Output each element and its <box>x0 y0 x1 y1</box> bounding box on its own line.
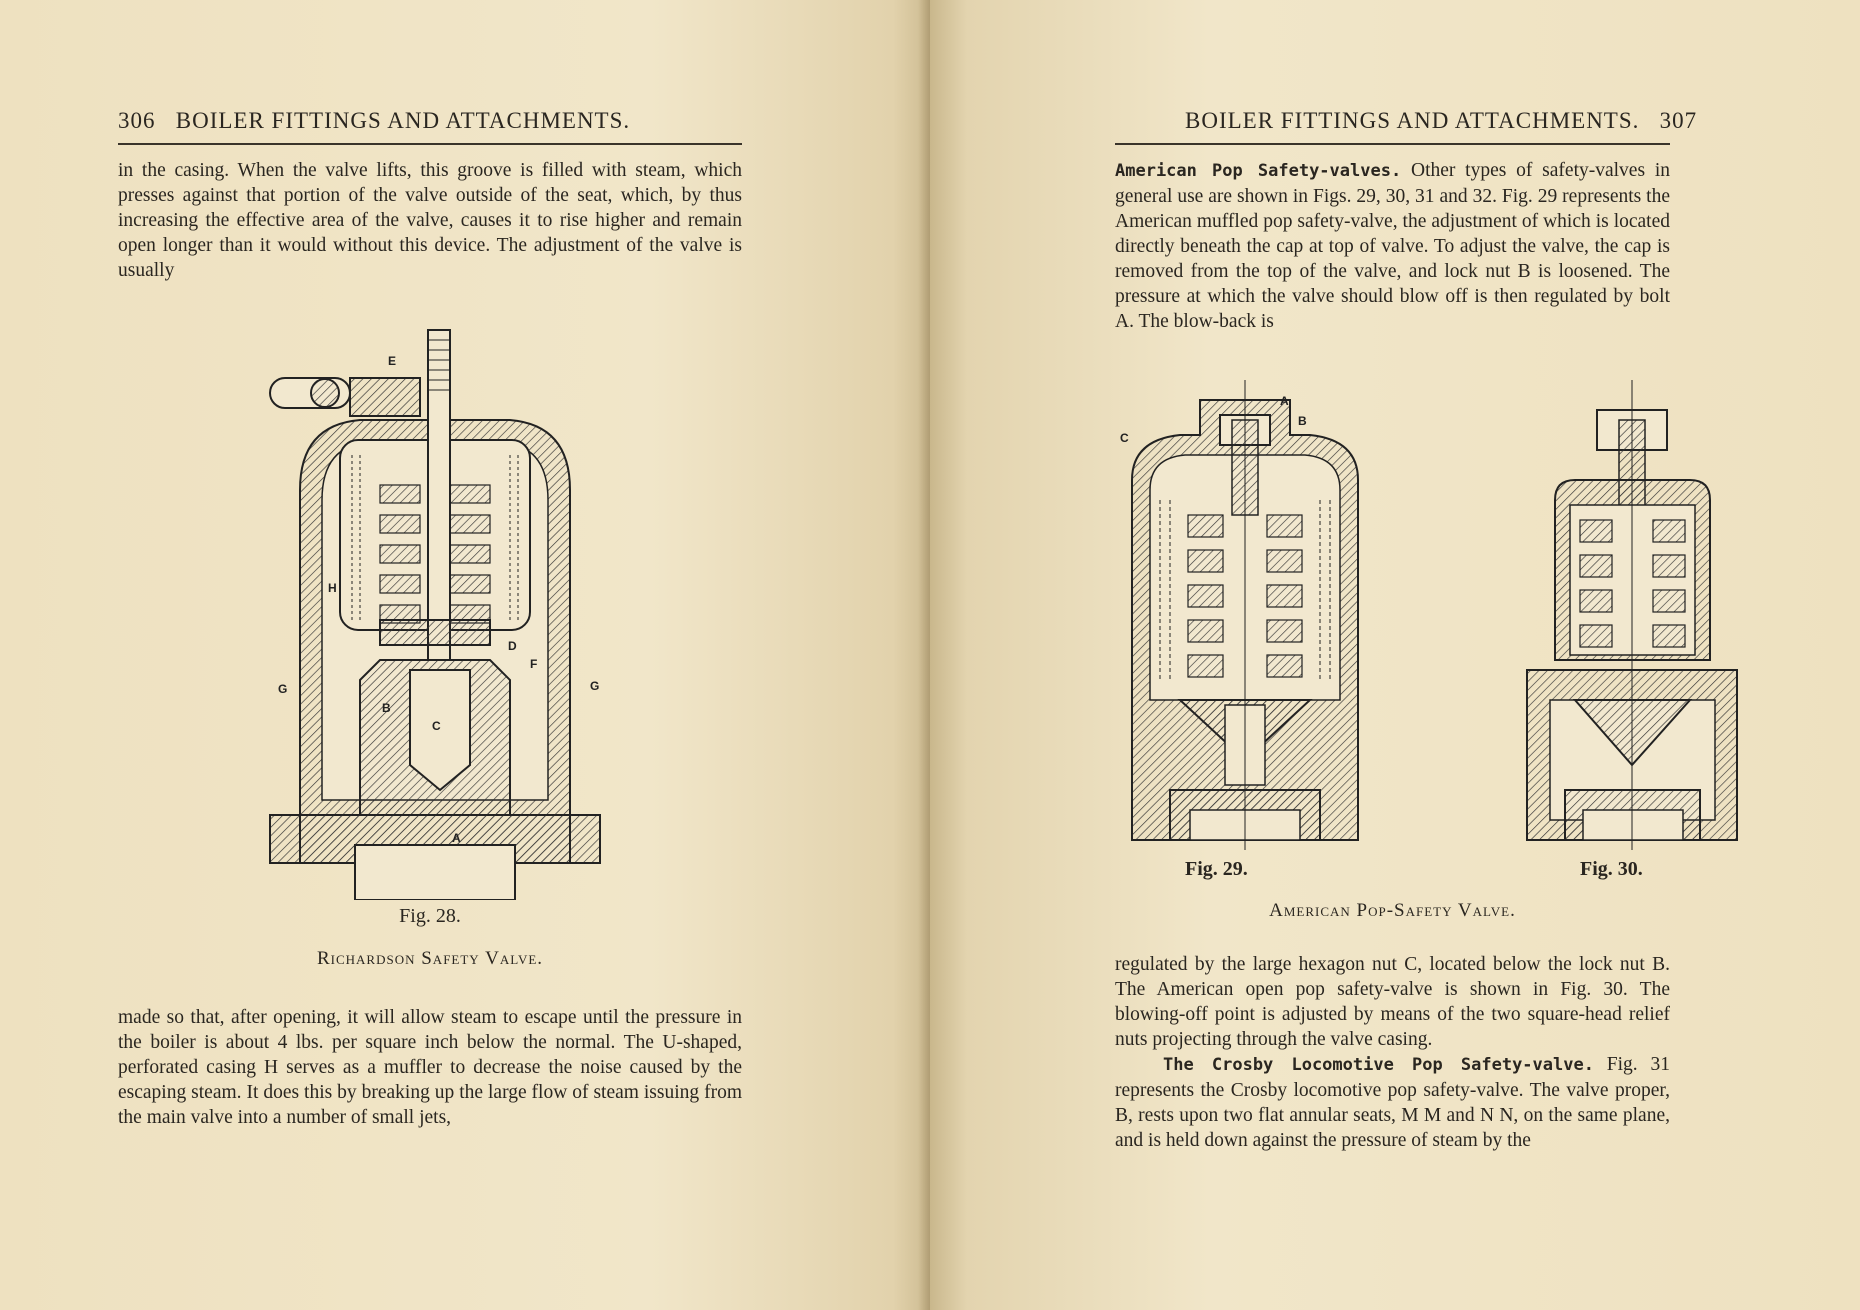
para1-text: Other types of safety-valves in general use are shown in Figs. 29, 30, 31 and 32. Fig. 29 represents the American muffled pop safety-valve, the adjustment of which is located directly beneath the cap at top of valve. To adjust the valve, the cap is removed from the top of the valve, and lock nut B is loosened. The pressure at which the valve should blow off is then regulated by bolt A. The blow-back is <box>1115 160 1671 332</box>
svg-text:C: C <box>1120 431 1129 445</box>
svg-text:F: F <box>530 657 538 671</box>
right-running-head: BOILER FITTINGS AND ATTACHMENTS. <box>1185 108 1640 133</box>
left-top-paragraph: in the casing. When the valve lifts, this groove is filled with steam, which presses against that portion of the valve outside of the seat, which, by thus increasing the effective area of the valve, causes it to rise higher and remain open longer than it would without this device. The adjustment of the valve is usually <box>118 160 742 281</box>
fig30-illustration <box>1515 380 1745 850</box>
left-page-number: 306 <box>118 108 156 133</box>
svg-text:A: A <box>452 831 461 845</box>
left-page-header <box>118 108 630 134</box>
left-header-rule <box>118 143 742 145</box>
fig28-caption: Fig. 28. <box>399 905 461 927</box>
fig28-title: Richardson Safety Valve. <box>316 948 544 969</box>
svg-text:E: E <box>388 354 397 368</box>
fig28-illustration <box>260 320 620 900</box>
left-running-head: BOILER FITTINGS AND ATTACHMENTS. <box>175 108 631 133</box>
right-header-rule <box>1115 143 1670 145</box>
svg-text:G: G <box>590 679 600 693</box>
left-bottom-paragraph: made so that, after opening, it will allow steam to escape until the pressure in the boiler is about 4 lbs. per square inch below the normal. The U-shaped, perforated casing H serves as a muffler to decrease the noise caused by the escaping steam. It does this by breaking up the large flow of steam issuing from the main valve into a number of small jets, <box>118 1007 742 1128</box>
fig30-caption: Fig. 30. <box>1580 858 1643 880</box>
para1-heading: American Pop Safety-valves. <box>1115 161 1402 181</box>
right-paragraph-2: regulated by the large hexagon nut C, located below the lock nut B. The American open pop safety-valve is shown in Fig. 30. The blowing-off point is adjusted by means of the two square-head relief nuts projecting through the valve casing. <box>1115 954 1670 1050</box>
para3-text: Fig. 31 represents the Crosby locomotive pop safety-valve. The valve proper, B, rests upon two flat annular seats, M M and N N, on the same plane, and is held down against the pressure of steam by the <box>1115 1054 1670 1151</box>
fig29-illustration <box>1120 380 1370 850</box>
para3-heading: The Crosby Locomotive Pop Safety-valve. <box>1163 1055 1594 1075</box>
fig29-caption: Fig. 29. <box>1185 858 1248 880</box>
svg-text:H: H <box>328 581 337 595</box>
right-paragraph-1 <box>1115 158 1670 334</box>
svg-text:B: B <box>382 701 391 715</box>
svg-text:B: B <box>1298 414 1307 428</box>
svg-text:G: G <box>278 682 288 696</box>
right-page-header <box>1185 108 1697 134</box>
right-paragraph-3 <box>1115 1052 1670 1153</box>
right-page <box>930 0 1860 1310</box>
svg-text:D: D <box>508 639 517 653</box>
right-page-number: 307 <box>1659 108 1698 133</box>
figs-29-30-title: American Pop-Safety Valve. <box>1269 900 1516 921</box>
svg-text:C: C <box>432 719 441 733</box>
svg-text:A: A <box>1280 394 1289 408</box>
